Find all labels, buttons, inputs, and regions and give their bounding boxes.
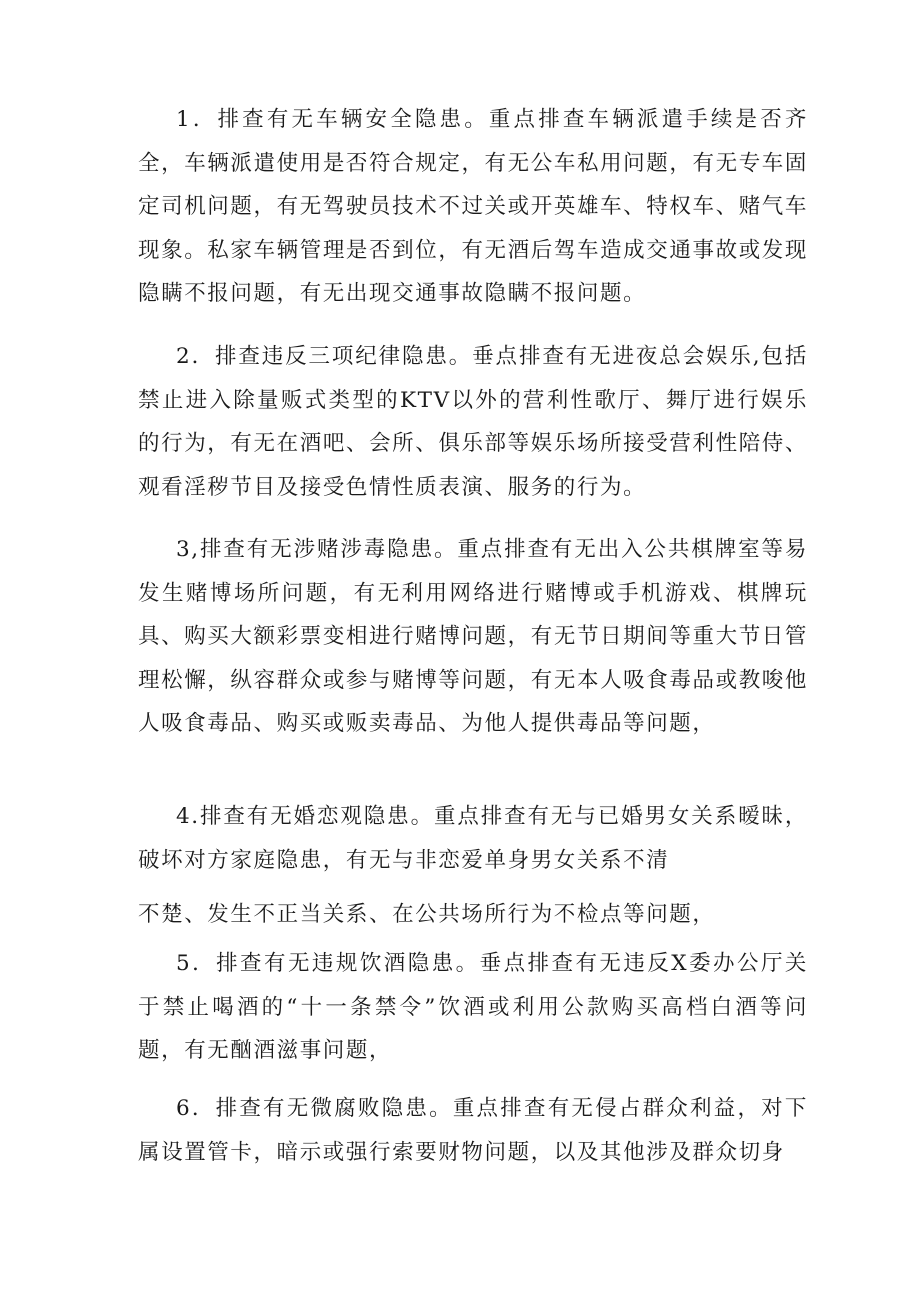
paragraph-marriage-views: 4.排查有无婚恋观隐患。重点排查有无与已婚男女关系暧昧，破坏对方家庭隐患，有无与非恋爱单身男女关系不清 bbox=[138, 804, 808, 873]
paragraph-marriage-views-continued: 不楚、发生不正当关系、在公共场所行为不检点等问题， bbox=[138, 902, 716, 927]
paragraph-micro-corruption: 6．排查有无微腐败隐患。重点排查有无侵占群众利益，对下属设置管卡，暗示或强行索要财物问题，以及其他涉及群众切身 bbox=[138, 1096, 808, 1165]
paragraph-drinking: 5．排查有无违规饮酒隐患。垂点排查有无违反X委办公厅关于禁止喝酒的“十一条禁令”饮酒或利用公款购买高档白酒等问题，有无酗酒滋事问题， bbox=[138, 951, 808, 1063]
paragraph-vehicle-safety: 1．排查有无车辆安全隐患。重点排查车辆派遣手续是否齐全，车辆派遣使用是否符合规定，有无公车私用问题，有无专车固定司机问题，有无驾驶员技术不过关或开英雄车、特权车、赌气车现象。私家车辆管理是否到位，有无酒后驾车造成交通事故或发现隐瞒不报问题，有无出现交通事故隐瞒不报问题。 bbox=[138, 107, 808, 306]
paragraph-three-disciplines: 2．排查违反三项纪律隐患。垂点排查有无进夜总会娱乐,包括禁止进入除量贩式类型的KTV以外的营利性歌厅、舞厅进行娱乐的行为，有无在酒吧、会所、俱乐部等娱乐场所接受营利性陪侍、观看淫秽节目及接受色情性质表演、服务的行为。 bbox=[138, 344, 808, 500]
paragraph-gambling-drugs: 3,排查有无涉赌涉毒隐患。重点排查有无出入公共棋牌室等易发生赌博场所问题，有无利用网络进行赌博或手机游戏、棋牌玩具、购买大额彩票变相进行赌博问题，有无节日期间等重大节日管理松懈，纵容群众或参与赌博等问题，有无本人吸食毒品或教唆他人吸食毒品、购买或贩卖毒品、为他人提供毒品等问题， bbox=[138, 537, 808, 736]
